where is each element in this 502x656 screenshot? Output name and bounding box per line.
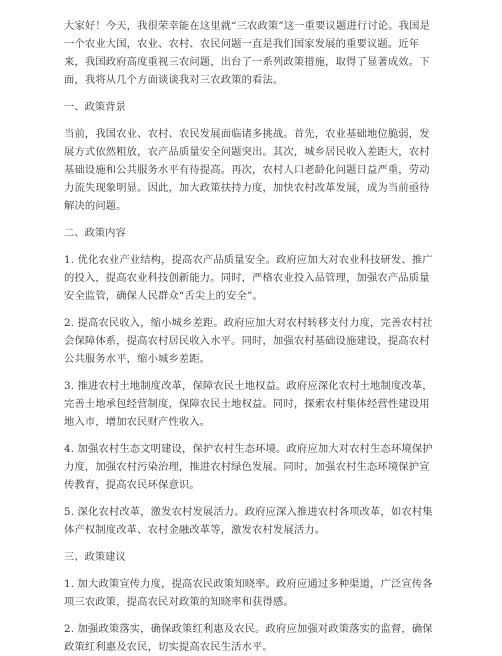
content-item-4: 4. 加强农村生态文明建设，保护农村生态环境。政府应加大对农村生态环境保护力度，加强农村污染治理，推进农村绿色发展。同时，加强农村生态环境保护宣传教育，提高农民环保意识。 xyxy=(64,443,433,491)
content-item-2: 2. 提高农民收入，缩小城乡差距。政府应加大对农村转移支付力度，完善农村社会保障体系，提高农村居民收入水平。同时，加强农村基础设施建设，提高农村公共服务水平，缩小城乡差距。 xyxy=(64,317,433,365)
content-item-3: 3. 推进农村土地制度改革，保障农民土地权益。政府应深化农村土地制度改革，完善土地承包经营制度，保障农民土地权益。同时，探索农村集体经营性建设用地入市，增加农民财产性收入。 xyxy=(64,380,433,428)
suggestion-item-1: 1. 加大政策宣传力度，提高农民政策知晓率。政府应通过多种渠道，广泛宣传各项三农政策，提高农民对政策的知晓率和获得感。 xyxy=(64,578,433,608)
suggestion-item-2: 2. 加强政策落实，确保政策红利惠及农民。政府应加强对政策落实的监督，确保政策红利惠及农民，切实提高农民生活水平。 xyxy=(64,623,433,653)
intro-paragraph: 大家好！今天，我很荣幸能在这里就“三农政策”这一重要议题进行讨论。我国是一个农业大国，农业、农村、农民问题一直是我们国家发展的重要议题。近年来，我国政府高度重视三农问题，出台了一系列政策措施，取得了显著成效。下面，我将从几个方面谈谈我对三农政策的看法。 xyxy=(64,20,431,86)
background-paragraph: 当前，我国农业、农村、农民发展面临诸多挑战。首先，农业基础地位脆弱，发展方式依然粗放，农产品质量安全问题突出。其次，城乡居民收入差距大，农村基础设施和公共服务水平有待提高。再次，农村人口老龄化问题日益严重，劳动力流失现象明显。因此，加大政策扶持力度，加快农村改革发展，成为当前亟待解决的问题。 xyxy=(64,128,430,212)
content-item-1: 1. 优化农业产业结构，提高农产品质量安全。政府应加大对农业科技研发、推广的投入，提高农业科技创新能力。同时，严格农业投入品管理，加强农产品质量安全监管，确保人民群众“舌尖上的安全”。 xyxy=(64,254,433,302)
section-heading-content: 二、政策内容 xyxy=(64,227,126,239)
content-item-5: 5. 深化农村改革，激发农村发展活力。政府应深入推进农村各项改革，如农村集体产权制度改革、农村金融改革等，激发农村发展活力。 xyxy=(64,506,433,536)
section-heading-suggestions: 三、政策建议 xyxy=(64,551,126,563)
section-heading-background: 一、政策背景 xyxy=(64,101,126,113)
